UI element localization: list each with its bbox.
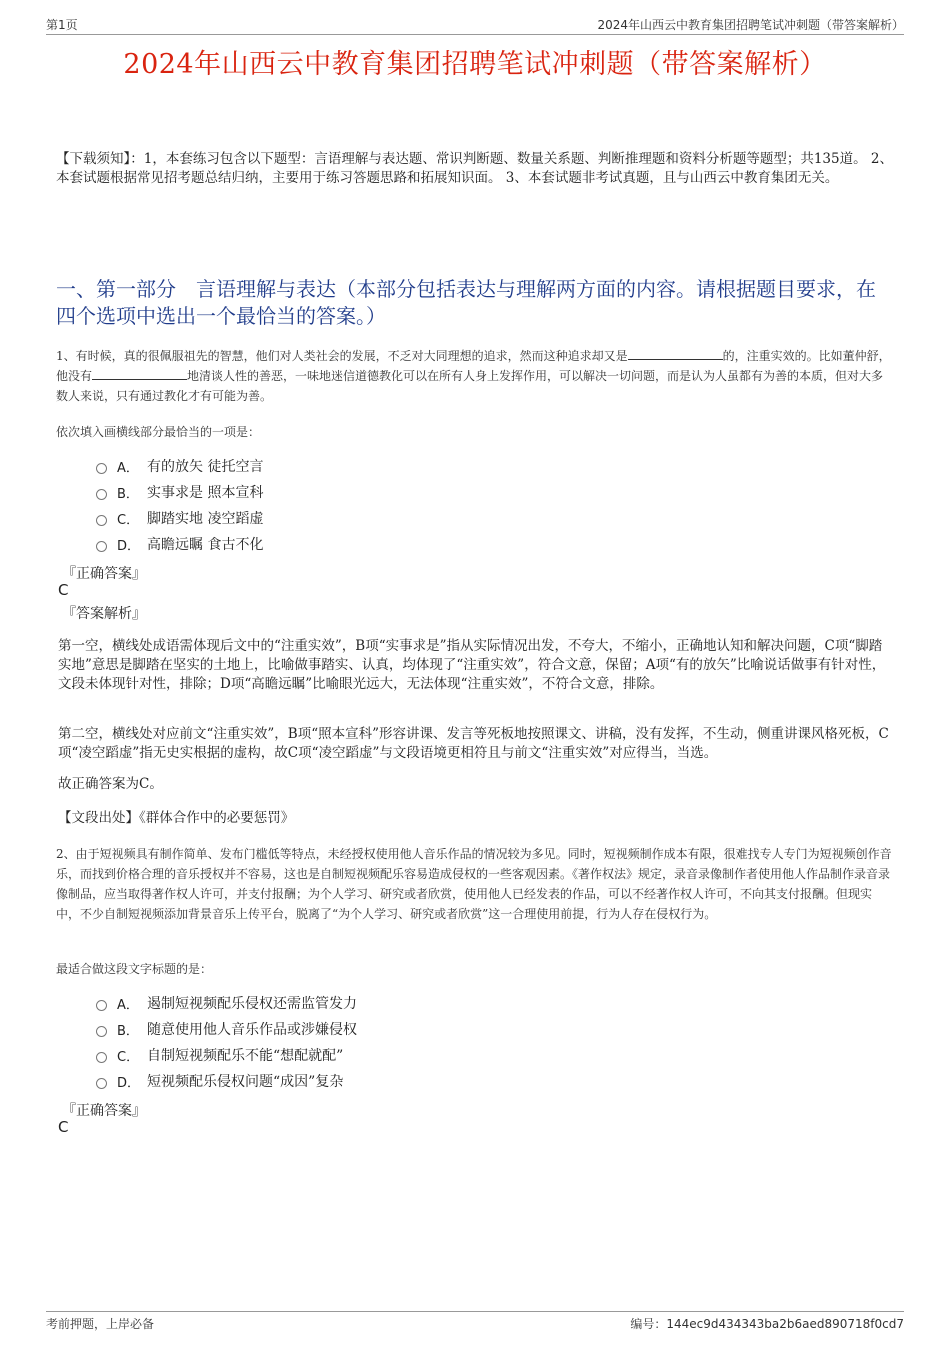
answer-value: C: [58, 1118, 69, 1136]
radio-icon[interactable]: [96, 1078, 107, 1089]
header-doc-title: 2024年山西云中教育集团招聘笔试冲刺题（带答案解析）: [597, 18, 904, 32]
option-d[interactable]: D． 高瞻远瞩 食古不化: [96, 531, 263, 557]
download-notice: 【下载须知】：1，本套练习包含以下题型：言语理解与表达题、常识判断题、数量关系题、判断推理题和资料分析题等题型；共135道。 2、本套试题根据常见招考题总结归纳，主要用于练习答题思路和拓展知识面。 3、本套试题非考试真题，且与山西云中教育集团无关。: [56, 151, 893, 186]
footer-slogan: 考前押题，上岸必备: [46, 1317, 155, 1331]
analysis-paragraph: 第二空，横线处对应前文“注重实效”，B项“照本宣科”形容讲课、发言等死板地按照课文、讲稿，没有发挥，不生动，侧重讲课风格死板，C项“凌空蹈虚”指无史实根据的虚构，故C项“凌空蹈虚”与文段语境更相符且与前文“注重实效”对应得当，当选。: [58, 726, 889, 761]
option-b[interactable]: B． 实事求是 照本宣科: [96, 479, 263, 505]
radio-icon[interactable]: [96, 463, 107, 474]
question-1-options: [96, 453, 263, 557]
option-a[interactable]: A． 遏制短视频配乐侵权还需监管发力: [96, 990, 357, 1016]
text-source: 【文段出处】《群体合作中的必要惩罚》: [58, 810, 295, 826]
answer-label: 『正确答案』: [62, 1103, 146, 1119]
radio-icon[interactable]: [96, 541, 107, 552]
option-c[interactable]: C． 自制短视频配乐不能“想配就配”: [96, 1042, 357, 1068]
analysis-label: 『答案解析』: [62, 606, 146, 622]
radio-icon[interactable]: [96, 489, 107, 500]
analysis-conclusion: 故正确答案为C。: [58, 776, 163, 792]
radio-icon[interactable]: [96, 1052, 107, 1063]
section-title: 一、第一部分 言语理解与表达（本部分包括表达与理解两方面的内容。请根据题目要求，在四个选项中选出一个最恰当的答案。）: [56, 277, 876, 328]
question-1-prompt: 依次填入画横线部分最恰当的一项是：: [56, 425, 261, 439]
question-2-prompt: 最适合做这段文字标题的是：: [56, 962, 213, 976]
answer-label: 『正确答案』: [62, 566, 146, 582]
option-c[interactable]: C． 脚踏实地 凌空蹈虚: [96, 505, 263, 531]
document-code: 编号：144ec9d434343ba2b6aed890718f0cd7: [630, 1317, 904, 1331]
analysis-paragraph: 第一空，横线处成语需体现后文中的“注重实效”，B项“实事求是”指从实际情况出发，不夸大，不缩小，正确地认知和解决问题，C项“脚踏实地”意思是脚踏在坚实的土地上，比喻做事踏实、认真，均体现了“注重实效”，符合文意，保留；A项“有的放矢”比喻说话做事有针对性，文段未体现针对性，排除；D项“高瞻远瞩”比喻眼光远大，无法体现“注重实效”，不符合文意，排除。: [58, 638, 886, 692]
option-b[interactable]: B． 随意使用他人音乐作品或涉嫌侵权: [96, 1016, 357, 1042]
question-2-options: [96, 990, 357, 1094]
document-title: 2024年山西云中教育集团招聘笔试冲刺题（带答案解析）: [123, 49, 827, 80]
answer-value: C: [58, 581, 69, 599]
page-header: [46, 14, 904, 35]
option-a[interactable]: A． 有的放矢 徒托空言: [96, 453, 263, 479]
blank-2: [92, 367, 187, 380]
blank-1: [628, 347, 723, 360]
page-footer: [46, 1311, 904, 1332]
question-1-text: 1、有时候，真的很佩服祖先的智慧，他们对人类社会的发展，不乏对大同理想的追求，然而这种追求却又是 的，注重实效的。比如董仲舒，他没有 地清谈人性的善恶，一味地迷信道德教化可以在所有人身上发挥作用，可以解决一切问题，而是认为人虽都有为善的本质，但对大多数人来说，只有通过教化才有可能为善。: [56, 349, 891, 403]
radio-icon[interactable]: [96, 515, 107, 526]
option-d[interactable]: D． 短视频配乐侵权问题“成因”复杂: [96, 1068, 357, 1094]
page-number: 第1页: [46, 18, 78, 32]
question-2-text: 2、由于短视频具有制作简单、发布门槛低等特点，未经授权使用他人音乐作品的情况较为多见。同时，短视频制作成本有限，很难找专人专门为短视频创作音乐，而找到价格合理的音乐授权并不容易，这也是自制短视频配乐容易造成侵权的一些客观因素。《著作权法》规定，录音录像制作者使用他人作品制作录音录像制品，应当取得著作权人许可，并支付报酬；为个人学习、研究或者欣赏，使用他人已经发表的作品，可以不经著作权人许可，不向其支付报酬。但现实中，不少自制短视频添加背景音乐上传平台，脱离了“为个人学习、研究或者欣赏”这一合理使用前提，行为人存在侵权行为。: [56, 847, 892, 921]
radio-icon[interactable]: [96, 1000, 107, 1011]
radio-icon[interactable]: [96, 1026, 107, 1037]
